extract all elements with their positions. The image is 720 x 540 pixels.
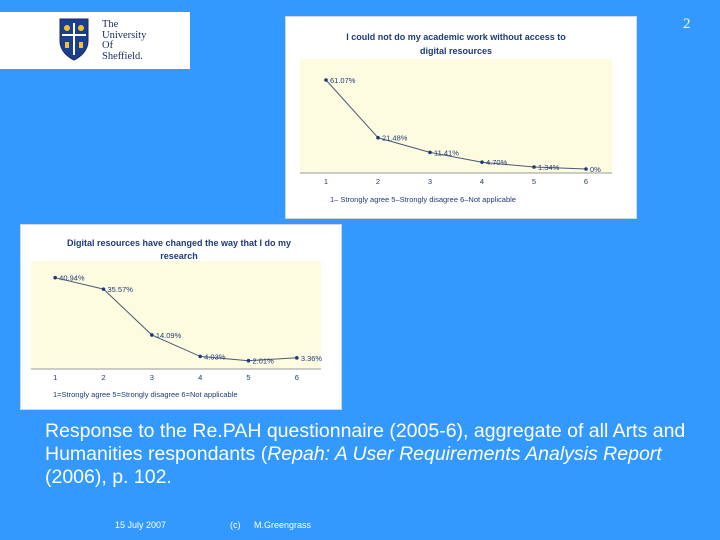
data-label: 11.41% [434, 148, 459, 158]
x-tick-label: 5 [246, 373, 251, 382]
caption-text-2: (2006), p. 102. [45, 466, 172, 488]
logo-line-2: University [102, 29, 147, 41]
x-tick-label: 3 [427, 177, 433, 186]
chart-title-line-2: digital resources [419, 46, 493, 56]
x-tick-label: 1 [53, 373, 58, 382]
x-tick-label: 6 [294, 373, 299, 382]
data-point [198, 355, 202, 359]
logo-line-3: Of [102, 40, 114, 51]
x-tick-label: 3 [149, 373, 154, 382]
chart-title-line-1: Digital resources have changed the way that I do my [66, 238, 292, 248]
x-tick-label: 6 [583, 177, 589, 186]
logo-line-1: The [102, 19, 119, 30]
university-logo [0, 12, 190, 69]
chart-title-line-1: I could not do my academic work without access to [346, 32, 566, 42]
data-point [532, 165, 536, 169]
footer-date: 15 July 2007 [115, 520, 167, 530]
data-point [53, 276, 57, 280]
x-tick-label: 2 [101, 373, 106, 382]
data-point [324, 78, 328, 82]
x-tick-label: 2 [375, 177, 381, 186]
data-label: 3.36% [300, 353, 323, 363]
data-point [295, 356, 299, 360]
chart-title-line-2: research [160, 251, 198, 261]
data-label: 2.01% [252, 356, 274, 366]
caption [45, 420, 695, 489]
crest-icon [58, 17, 90, 61]
data-label: 35.57% [107, 285, 133, 295]
caption-text-1: Response to the Re.PAH questionnaire (2005-6), aggregate of all Arts and Humanities respondants ( [45, 420, 686, 465]
data-label: 21.48% [382, 133, 408, 143]
data-label: 40.94% [59, 273, 85, 283]
chart-research-change-svg [21, 225, 341, 409]
data-label: 0% [590, 165, 601, 174]
data-point [376, 136, 380, 140]
data-point [480, 160, 484, 164]
x-tick-label: 5 [531, 177, 537, 186]
x-tick-label: 1 [323, 177, 329, 186]
chart-academic-work-svg [286, 17, 636, 218]
x-tick-label: 4 [198, 373, 203, 382]
chart-research-change [20, 224, 342, 410]
x-axis-legend: 1– Strongly agree 5–Strongly disagree 6–Not applicable [330, 195, 516, 204]
caption-report-title: Repah: A User Requirements Analysis Report [267, 443, 662, 465]
data-point [584, 167, 588, 171]
footer-author: M.Greengrass [254, 520, 312, 530]
data-label: 4.70% [486, 158, 508, 168]
data-point [247, 359, 251, 363]
slide-number: 2 [683, 16, 691, 32]
data-label: 61.07% [330, 76, 356, 86]
data-point [428, 151, 432, 155]
x-axis-legend: 1=Strongly agree 5=Strongly disagree 6=Not applicable [53, 390, 238, 399]
data-label: 1.34% [538, 163, 560, 173]
data-label: 4.03% [204, 352, 226, 362]
data-point [102, 287, 106, 291]
footer-copyright: (c) [230, 520, 241, 530]
x-tick-label: 4 [479, 177, 485, 186]
logo-line-4: Sheffield. [102, 50, 143, 62]
data-label: 14.09% [155, 330, 182, 340]
data-point [150, 333, 154, 337]
chart-academic-work [285, 16, 637, 219]
